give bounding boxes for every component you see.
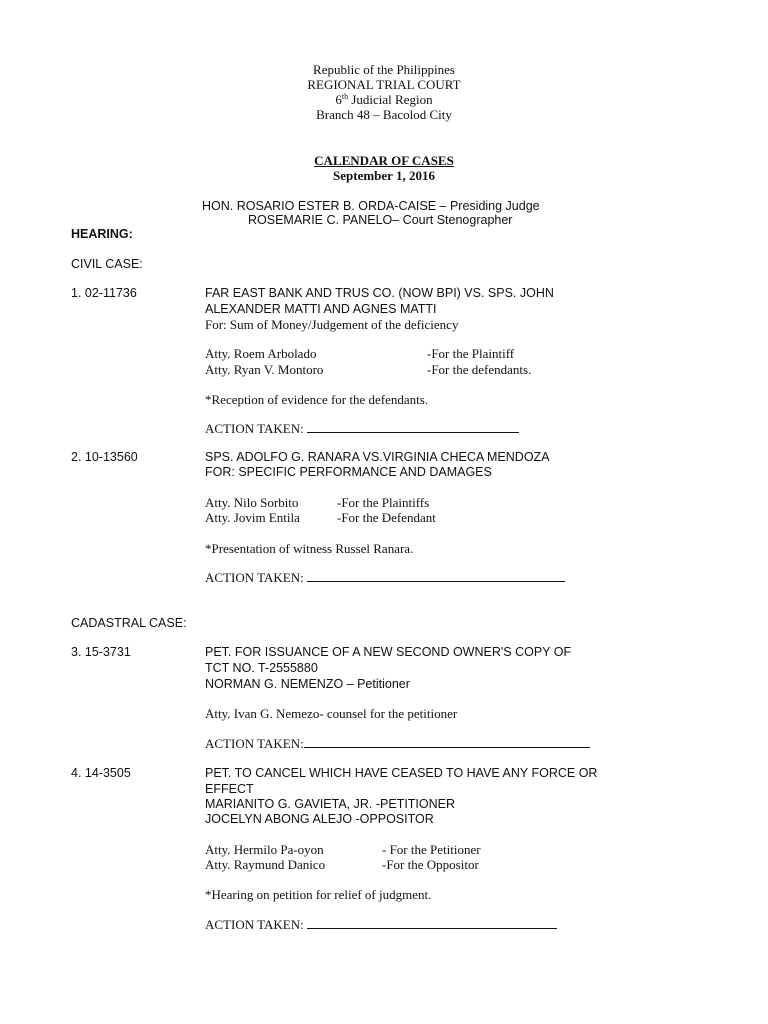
petitioner: NORMAN G. NEMENZO – Petitioner bbox=[205, 677, 410, 691]
action-taken: ACTION TAKEN: bbox=[205, 570, 565, 585]
case-title: SPS. ADOLFO G. RANARA VS.VIRGINIA CHECA MENDOZA bbox=[205, 450, 550, 464]
case-title: PET. FOR ISSUANCE OF A NEW SECOND OWNER'S COPY OF bbox=[205, 645, 572, 659]
page-title: CALENDAR OF CASES bbox=[314, 153, 454, 168]
case-title: TCT NO. T-2555880 bbox=[205, 661, 318, 675]
counsel-role: -For the Defendant bbox=[337, 510, 436, 525]
case-title: EFFECT bbox=[205, 782, 254, 796]
counsel-name: Atty. Raymund Danico bbox=[205, 857, 326, 872]
header-court: REGIONAL TRIAL COURT bbox=[307, 77, 461, 92]
case-number: 2. 10-13560 bbox=[71, 450, 138, 464]
civil-case-label: CIVIL CASE: bbox=[71, 257, 143, 271]
case-title: ALEXANDER MATTI AND AGNES MATTI bbox=[205, 302, 437, 316]
calendar-date: September 1, 2016 bbox=[333, 168, 435, 183]
counsel-name: Atty. Ryan V. Montoro bbox=[205, 362, 324, 377]
case-note: *Presentation of witness Russel Ranara. bbox=[205, 541, 414, 556]
counsel-name: Atty. Hermilo Pa-oyon bbox=[205, 842, 324, 857]
case-number: 4. 14-3505 bbox=[71, 766, 131, 780]
action-taken-blank[interactable] bbox=[307, 917, 557, 929]
counsel-name: Atty. Jovim Entila bbox=[205, 510, 300, 525]
oppositor: JOCELYN ABONG ALEJO -OPPOSITOR bbox=[205, 812, 434, 826]
case-number: 3. 15-3731 bbox=[71, 645, 131, 659]
header-branch: Branch 48 – Bacolod City bbox=[316, 107, 452, 122]
case-number: 1. 02-11736 bbox=[71, 286, 137, 300]
counsel-name: Atty. Roem Arbolado bbox=[205, 346, 317, 361]
case-note: *Hearing on petition for relief of judgment. bbox=[205, 887, 432, 902]
counsel-role: -For the Plaintiffs bbox=[337, 495, 430, 510]
counsel-role: -For the Plaintiff bbox=[427, 346, 515, 361]
counsel-role: -For the defendants. bbox=[427, 362, 532, 377]
header-republic: Republic of the Philippines bbox=[313, 62, 455, 77]
counsel-role: -For the Oppositor bbox=[382, 857, 479, 872]
counsel-line: Atty. Ivan G. Nemezo- counsel for the petitioner bbox=[205, 706, 458, 721]
cadastral-case-label: CADASTRAL CASE: bbox=[71, 616, 187, 630]
action-taken: ACTION TAKEN: bbox=[205, 736, 590, 751]
counsel-role: - For the Petitioner bbox=[382, 842, 481, 857]
header-region: 6th Judicial Region bbox=[335, 92, 433, 107]
action-taken-blank[interactable] bbox=[304, 736, 590, 748]
petitioner: MARIANITO G. GAVIETA, JR. -PETITIONER bbox=[205, 797, 456, 811]
hearing-label: HEARING: bbox=[71, 227, 133, 241]
action-taken-blank[interactable] bbox=[307, 570, 565, 582]
case-title: FOR: SPECIFIC PERFORMANCE AND DAMAGES bbox=[205, 465, 492, 479]
action-taken-blank[interactable] bbox=[307, 421, 519, 433]
case-title: PET. TO CANCEL WHICH HAVE CEASED TO HAVE ANY FORCE OR bbox=[205, 766, 598, 780]
court-stenographer: ROSEMARIE C. PANELO– Court Stenographer bbox=[248, 213, 513, 227]
action-taken: ACTION TAKEN: bbox=[205, 917, 557, 932]
case-title: FAR EAST BANK AND TRUS CO. (NOW BPI) VS. SPS. JOHN bbox=[205, 286, 554, 300]
counsel-name: Atty. Nilo Sorbito bbox=[205, 495, 299, 510]
presiding-judge: HON. ROSARIO ESTER B. ORDA-CAISE – Presiding Judge bbox=[202, 199, 540, 213]
case-note: *Reception of evidence for the defendants. bbox=[205, 392, 429, 407]
case-nature: For: Sum of Money/Judgement of the deficiency bbox=[205, 317, 459, 332]
action-taken: ACTION TAKEN: bbox=[205, 421, 519, 436]
